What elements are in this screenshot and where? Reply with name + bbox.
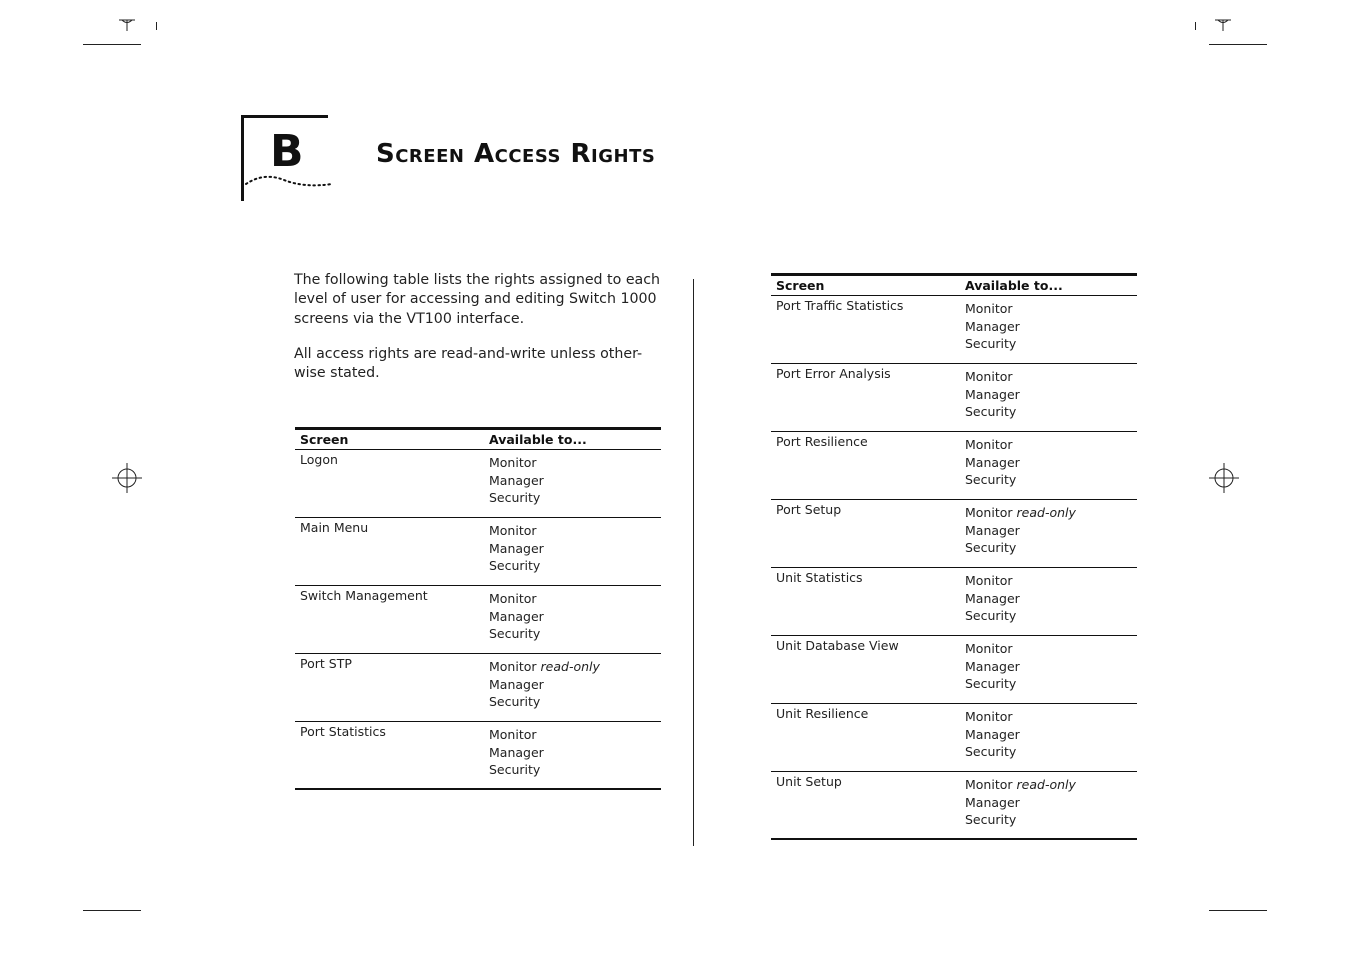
cell-screen-name: Port STP [300,656,352,671]
role-name: Security [965,676,1017,692]
role-name: Manager [489,676,544,692]
intro-line: wise stated. [294,365,380,382]
intro-line: The following table lists the rights assigned to each [294,272,661,288]
column-divider [693,279,694,846]
page-title: Screen Access Rights [376,139,656,169]
table-row [771,432,1137,500]
role-line [965,537,1076,559]
role-line [489,691,600,713]
table-row [771,636,1137,704]
intro-line: screens via the VT100 interface. [294,310,525,327]
intro-paragraph-1 [294,271,664,329]
table-row [295,722,661,790]
role-name: Security [965,472,1017,488]
cell-screen-name: Port Traffic Statistics [776,298,904,313]
access-table-left [295,427,661,790]
chapter-badge-dotted-wave-icon [244,170,334,192]
role-line [489,623,544,645]
role-name: Security [489,694,541,710]
role-name: Manager [965,386,1020,402]
table-row [771,500,1137,568]
chapter-letter: B [270,126,304,177]
cell-available-to [965,638,1020,695]
role-line [965,401,1020,423]
role-line [965,605,1020,627]
cell-screen-name: Port Error Analysis [776,366,891,381]
table-body [771,296,1137,840]
registration-mark-top-right-icon [1214,16,1232,32]
role-name: Monitor [965,573,1013,588]
role-name: Security [489,558,541,574]
registration-target-left-icon [112,463,142,493]
role-name: Security [965,744,1017,760]
column-header-screen: Screen [776,278,825,293]
crop-tick-top-left [156,22,157,30]
access-note: read-only [1016,505,1076,520]
role-name: Security [489,490,541,506]
role-name: Monitor [965,709,1013,724]
table-header [295,427,661,450]
role-name: Security [489,626,541,642]
cell-available-to [965,774,1076,831]
access-table-right [771,273,1137,840]
role-name: Monitor [489,523,537,538]
role-name: Manager [965,522,1020,538]
cell-screen-name: Switch Management [300,588,428,603]
registration-mark-top-left-icon [118,16,136,32]
cell-screen-name: Unit Resilience [776,706,869,721]
role-name: Manager [965,590,1020,606]
role-line [965,469,1020,491]
cell-screen-name: Port Setup [776,502,842,517]
role-name: Monitor [489,727,537,742]
intro-line: level of user for accessing and editing Switch 1000 [294,291,657,308]
access-note: read-only [540,659,600,674]
role-name: Security [965,540,1017,556]
role-name: Security [965,608,1017,624]
table-row [771,772,1137,840]
table-row [771,364,1137,432]
column-header-available: Available to... [965,278,1063,293]
role-line [965,673,1020,695]
table-row [771,568,1137,636]
role-line [965,333,1020,355]
role-name: Monitor [965,641,1013,656]
column-header-screen: Screen [300,432,349,447]
role-name: Manager [489,744,544,760]
table-row [295,586,661,654]
table-row [771,296,1137,364]
role-line [965,741,1020,763]
intro-line: All access rights are read-and-write unless other- [294,346,643,362]
role-name: Manager [965,726,1020,742]
table-row [295,654,661,722]
cell-available-to [489,520,544,577]
role-line [489,555,544,577]
cell-available-to [965,502,1076,559]
role-name: Monitor [965,437,1013,452]
cell-screen-name: Port Resilience [776,434,868,449]
cell-available-to [489,588,544,645]
role-name: Manager [489,608,544,624]
cell-available-to [965,570,1020,627]
intro-paragraph-2 [294,345,664,384]
cell-available-to [489,452,544,509]
table-row [295,518,661,586]
cell-available-to [965,434,1020,491]
role-name: Security [965,812,1017,828]
crop-mark-bottom-right [1209,910,1267,911]
role-name: Manager [965,658,1020,674]
column-header-available: Available to... [489,432,587,447]
crop-mark-top-right [1209,44,1267,45]
role-name: Monitor [489,659,537,674]
cell-available-to [965,298,1020,355]
role-name: Manager [965,318,1020,334]
role-name: Manager [489,472,544,488]
cell-screen-name: Unit Setup [776,774,842,789]
role-name: Manager [965,794,1020,810]
role-name: Monitor [965,301,1013,316]
cell-screen-name: Logon [300,452,338,467]
cell-screen-name: Main Menu [300,520,369,535]
crop-tick-top-right [1195,22,1196,30]
crop-mark-top-left [83,44,141,45]
role-name: Monitor [489,591,537,606]
role-line [965,809,1076,831]
cell-screen-name: Port Statistics [300,724,386,739]
role-name: Monitor [965,369,1013,384]
registration-target-right-icon [1209,463,1239,493]
table-row [771,704,1137,772]
cell-available-to [489,724,544,781]
role-name: Monitor [489,455,537,470]
cell-screen-name: Unit Statistics [776,570,863,585]
cell-screen-name: Unit Database View [776,638,899,653]
access-note: read-only [1016,777,1076,792]
cell-available-to [965,706,1020,763]
table-body [295,450,661,790]
role-name: Manager [965,454,1020,470]
role-line [489,759,544,781]
table-header [771,273,1137,296]
cell-available-to [489,656,600,713]
role-line [489,487,544,509]
role-name: Security [965,404,1017,420]
crop-mark-bottom-left [83,910,141,911]
role-name: Monitor [965,777,1013,792]
cell-available-to [965,366,1020,423]
role-name: Monitor [965,505,1013,520]
role-name: Security [489,762,541,778]
table-row [295,450,661,518]
role-name: Manager [489,540,544,556]
role-name: Security [965,336,1017,352]
